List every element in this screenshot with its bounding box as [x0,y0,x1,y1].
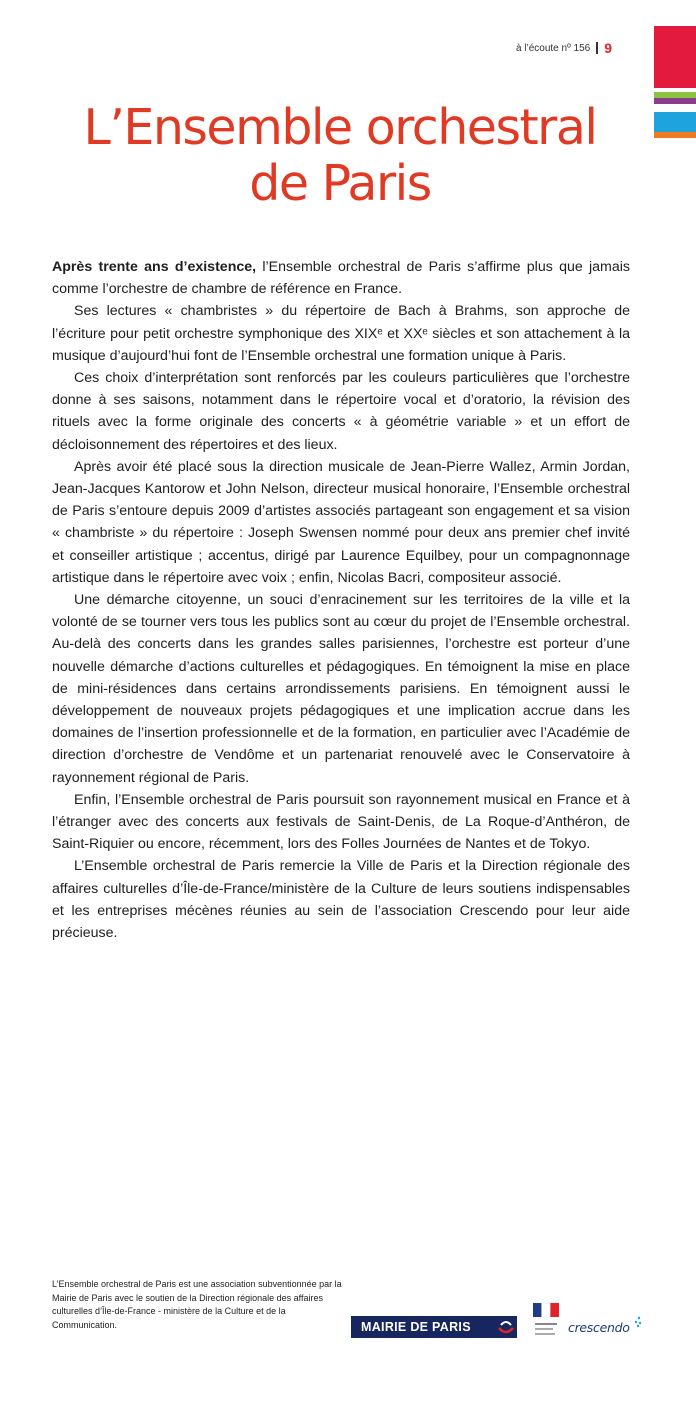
paragraph-3: Ces choix d’interprétation sont renforcés par les couleurs particulières que l’orchestre donne à ses saisons, notamment dans le répertoire vocal et d’oratorio, la révision des rituels avec la forme originale des concerts « à géométrie variable » et un effort de décloisonnement des répertoires et des lieux. [52,370,630,453]
crescendo-logo-text: crescendo [568,1320,630,1335]
running-title: à l’écoute nº 156 [515,42,591,54]
tab-red [654,26,696,88]
header-separator [596,42,598,54]
paragraph-5: Une démarche citoyenne, un souci d’enracinement sur les territoires de la ville et la volonté de se tourner vers tous les publics sont au cœur du projet de l’Ensemble orchestral. Au-delà des concerts dans les grandes salles parisiennes, l’orchestre est porteur d’une nouvelle démarche d’actions culturelles et pédagogiques. En témoignent la mise en place de mini-résidences dans certains arrondissements parisiens. En témoignent aussi le développement de nouveaux projets pédagogiques et une implication accrue dans les domaines de l’insertion professionnelle et de la formation, en particulier avec l’Académie de direction d’orchestre de Vendôme et un partenariat renouvelé avec le Conservatoire à rayonnement régional de Paris. [52,592,630,786]
mairie-logo-text: MAIRIE DE PARIS [361,1320,471,1334]
lead-in: Après trente ans d’existence, [52,259,257,275]
title-line-1: L’Ensemble orchestral [83,99,597,156]
article-body [52,256,630,944]
footer-note: L’Ensemble orchestral de Paris est une association subventionnée par la Mairie de Paris avec le soutien de la Direction régionale des affaires culturelles d’Île-de-France - ministère de la Culture et de la Communication. [52,1279,342,1330]
republique-francaise-logo [533,1303,559,1337]
tab-orange [654,132,696,138]
paragraph-7: L’Ensemble orchestral de Paris remercie la Ville de Paris et la Direction régionale des affaires culturelles d’Île-de-France/ministère de la Culture de leurs soutiens indispensables et les entreprises mécènes réunies au sein de l’association Crescendo pour leur aide précieuse. [52,858,630,942]
mairie-de-paris-logo [351,1316,517,1338]
paragraph-2: Ses lectures « chambristes » du répertoire de Bach à Brahms, son approche de l’écriture pour petit orchestre symphonique des XIXᵉ et XXᵉ siècles et son attachement à la musique d’aujourd’hui font de l’Ensemble orchestral une formation unique à Paris. [52,303,630,364]
running-header [516,40,612,56]
mairie-ship-icon [497,1318,515,1336]
page-number: 9 [604,40,612,56]
title-line-2: de Paris [249,155,431,212]
paragraph-1-text: l’Ensemble orchestral de Paris s’affirme plus que jamais comme l’orchestre de chambre de référence en France. [52,259,630,298]
paragraph-6: Enfin, l’Ensemble orchestral de Paris poursuit son rayonnement musical en France et à l’étranger avec des concerts aux festivals de Saint-Denis, de La Roque-d’Anthéron, de Saint-Riquier ou encore, récemment, lors des Folles Journées de Nantes et de Tokyo. [52,791,630,853]
crescendo-dots-icon [632,1316,642,1328]
tab-blue [654,112,696,132]
page-title [52,100,628,212]
tab-purple [654,98,696,104]
paragraph-4: Après avoir été placé sous la direction musicale de Jean-Pierre Wallez, Armin Jordan, Jean-Jacques Kantorow et John Nelson, directeur musical honoraire, l’Ensemble orchestral de Paris s’entoure depuis 2009 d’artistes associés partageant son engagement et sa vision « chambriste » du répertoire : Joseph Swensen nommé pour deux ans premier chef invité et conseiller artistique ; accentus, dirigé par Laurence Equilbey, pour un compagnonnage artistique dans le répertoire avec voix ; enfin, Nicolas Bacri, compositeur associé. [52,458,630,586]
paragraph-1 [52,256,630,300]
color-tabs [654,26,696,138]
crescendo-logo [568,1320,630,1335]
